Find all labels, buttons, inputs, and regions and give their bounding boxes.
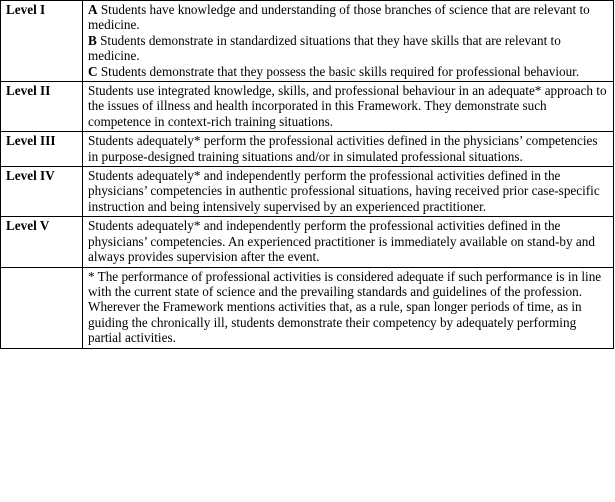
table-row-level-4: [1, 167, 614, 217]
sub-letter: A: [88, 2, 98, 17]
empty-cell: [1, 267, 83, 348]
level-description: [83, 1, 614, 82]
table-row-footnote: [1, 267, 614, 348]
level-description: Students adequately* and independently perform the professional activities defined in the physicians’ competencies in authentic professional situations, having received prior case-specific instruction and being intensively supervised by an experienced practitioner.: [83, 167, 614, 217]
level-label: Level I: [1, 1, 83, 82]
level-description: Students adequately* and independently perform the professional activities defined in the physicians’ competencies. An experienced practitioner is immediately available on stand-by and always provides supervision after the event.: [83, 217, 614, 267]
level-label: Level V: [1, 217, 83, 267]
level-label: Level II: [1, 82, 83, 132]
sub-item-a: [88, 2, 608, 33]
sub-text: Students demonstrate in standardized situations that they have skills that are relevant to medicine.: [88, 32, 561, 64]
sub-text: Students have knowledge and understanding of those branches of science that are relevant to medicine.: [88, 2, 590, 33]
sub-letter: B: [88, 32, 97, 48]
level-label: Level IV: [1, 167, 83, 217]
footnote-text: * The performance of professional activities is considered adequate if such performance is in line with the current state of science and the prevailing standards and guidelines of the profession. Wherever the Framework mentions activities that, as a rule, span longer periods of time, as in guiding the chronically ill, students demonstrate their competency by adequately performing partial activities.: [83, 267, 614, 348]
sub-item-c: [88, 64, 608, 79]
table-row-level-2: [1, 82, 614, 132]
sub-letter: C: [88, 63, 98, 79]
level-description: Students use integrated knowledge, skills, and professional behaviour in an adequate* approach to the issues of illness and health incorporated in this Framework. They demonstrate such competence in context-rich training situations.: [83, 82, 614, 132]
sub-text: Students demonstrate that they possess the basic skills required for professional behaviour.: [97, 63, 580, 79]
table-row-level-5: [1, 217, 614, 267]
level-description: Students adequately* perform the professional activities defined in the physicians’ competencies in purpose-designed training situations and/or in simulated professional situations.: [83, 132, 614, 167]
table-row-level-3: [1, 132, 614, 167]
table-row-level-1: [1, 1, 614, 82]
level-label: Level III: [1, 132, 83, 167]
sub-item-b: [88, 33, 608, 64]
